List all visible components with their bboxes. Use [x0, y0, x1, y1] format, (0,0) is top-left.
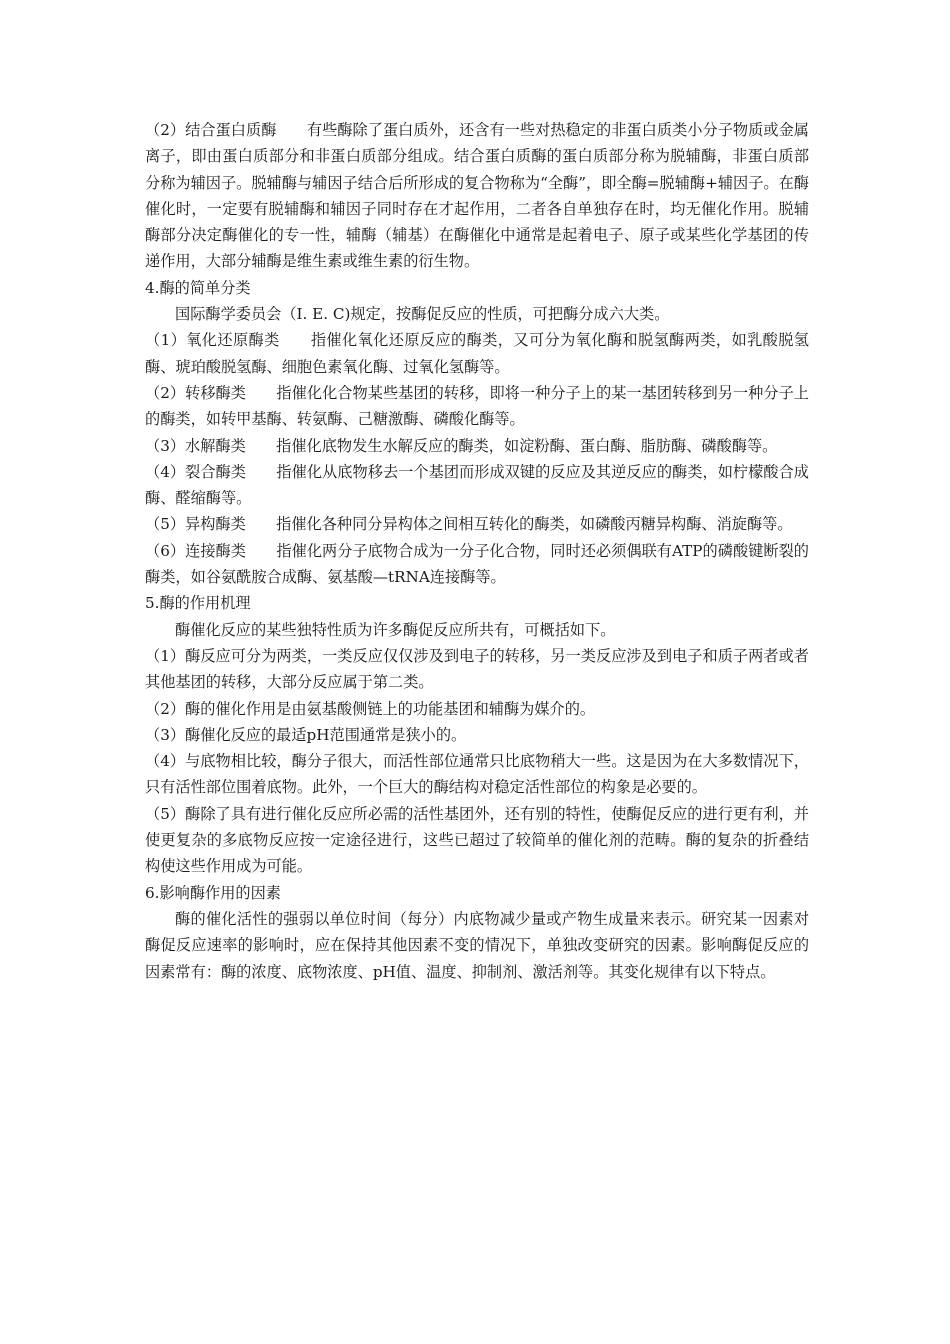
- list-item-mechanism-1: （1）酶反应可分为两类，一类反应仅仅涉及到电子的转移，另一类反应涉及到电子和质子两者或者其他基团的转移，大部分反应属于第二类。: [145, 646, 809, 692]
- paragraph-factors-intro: 酶的催化活性的强弱以单位时间（每分）内底物减少量或产物生成量来表示。研究某一因素对酶促反应速率的影响时，应在保持其他因素不变的情况下，单独改变研究的因素。影响酶促反应的因素常有：酶的浓度、底物浓度、pH值、温度、抑制剂、激活剂等。其变化规律有以下特点。: [145, 909, 809, 981]
- list-item-mechanism-5: （5）酶除了具有进行催化反应所必需的活性基团外，还有别的特性，使酶促反应的进行更有利，并使更复杂的多底物反应按一定途径进行，这些已超过了较简单的催化剂的范畴。酶的复杂的折叠结构使这些作用成为可能。: [145, 804, 809, 876]
- document-page: [145, 117, 809, 985]
- list-item-mechanism-3: （3）酶催化反应的最适pH范围通常是狭小的。: [145, 725, 467, 744]
- paragraph-mechanism-intro: 酶催化反应的某些独特性质为许多酶促反应所共有，可概括如下。: [175, 620, 616, 639]
- list-item-mechanism-2: （2）酶的催化作用是由氨基酸侧链上的功能基团和辅酶为媒介的。: [145, 699, 596, 718]
- section-heading-factors: 6.影响酶作用的因素: [145, 883, 281, 902]
- section-heading-mechanism: 5.酶的作用机理: [145, 594, 251, 613]
- list-item-ligases: （6）连接酶类 指催化两分子底物合成为一分子化合物，同时还必须偶联有ATP的磷酸键断裂的酶类，如谷氨酰胺合成酶、氨基酸—tRNA连接酶等。: [145, 541, 809, 587]
- paragraph-conjugated-enzyme: （2）结合蛋白质酶 有些酶除了蛋白质外，还含有一些对热稳定的非蛋白质类小分子物质或金属离子，即由蛋白质部分和非蛋白质部分组成。结合蛋白质酶的蛋白质部分称为脱辅酶，非蛋白质部分称为辅因子。脱辅酶与辅因子结合后所形成的复合物称为“全酶”，即全酶=脱辅酶+辅因子。在酶催化时，一定要有脱辅酶和辅因子同时存在才起作用，二者各自单独存在时，均无催化作用。脱辅酶部分决定酶催化的专一性，辅酶（辅基）在酶催化中通常是起着电子、原子或某些化学基团的传递作用，大部分辅酶是维生素或维生素的衍生物。: [145, 121, 809, 271]
- list-item-hydrolases: （3）水解酶类 指催化底物发生水解反应的酶类，如淀粉酶、蛋白酶、脂肪酶、磷酸酶等。: [145, 436, 778, 455]
- list-item-mechanism-4: （4）与底物相比较，酶分子很大，而活性部位通常只比底物稍大一些。这是因为在大多数情况下，只有活性部位围着底物。此外，一个巨大的酶结构对稳定活性部位的构象是必要的。: [145, 752, 809, 797]
- list-item-lyases: （4）裂合酶类 指催化从底物移去一个基团而形成双键的反应及其逆反应的酶类，如柠檬酸合成酶、醛缩酶等。: [145, 462, 809, 508]
- list-item-isomerases: （5）异构酶类 指催化各种同分异构体之间相互转化的酶类，如磷酸丙糖异构酶、消旋酶等。: [145, 515, 793, 534]
- list-item-oxidoreductases: （1）氧化还原酶类 指催化氧化还原反应的酶类，又可分为氧化酶和脱氢酶两类，如乳酸脱氢酶、琥珀酸脱氢酶、细胞色素氧化酶、过氧化氢酶等。: [145, 331, 809, 376]
- section-heading-classification: 4.酶的简单分类: [145, 278, 251, 297]
- paragraph-classification-intro: 国际酶学委员会（I. E. C)规定，按酶促反应的性质，可把酶分成六大类。: [175, 305, 670, 324]
- list-item-transferases: （2）转移酶类 指催化化合物某些基团的转移，即将一种分子上的某一基团转移到另一种分子上的酶类，如转甲基酶、转氨酶、己糖激酶、磷酸化酶等。: [145, 383, 809, 429]
